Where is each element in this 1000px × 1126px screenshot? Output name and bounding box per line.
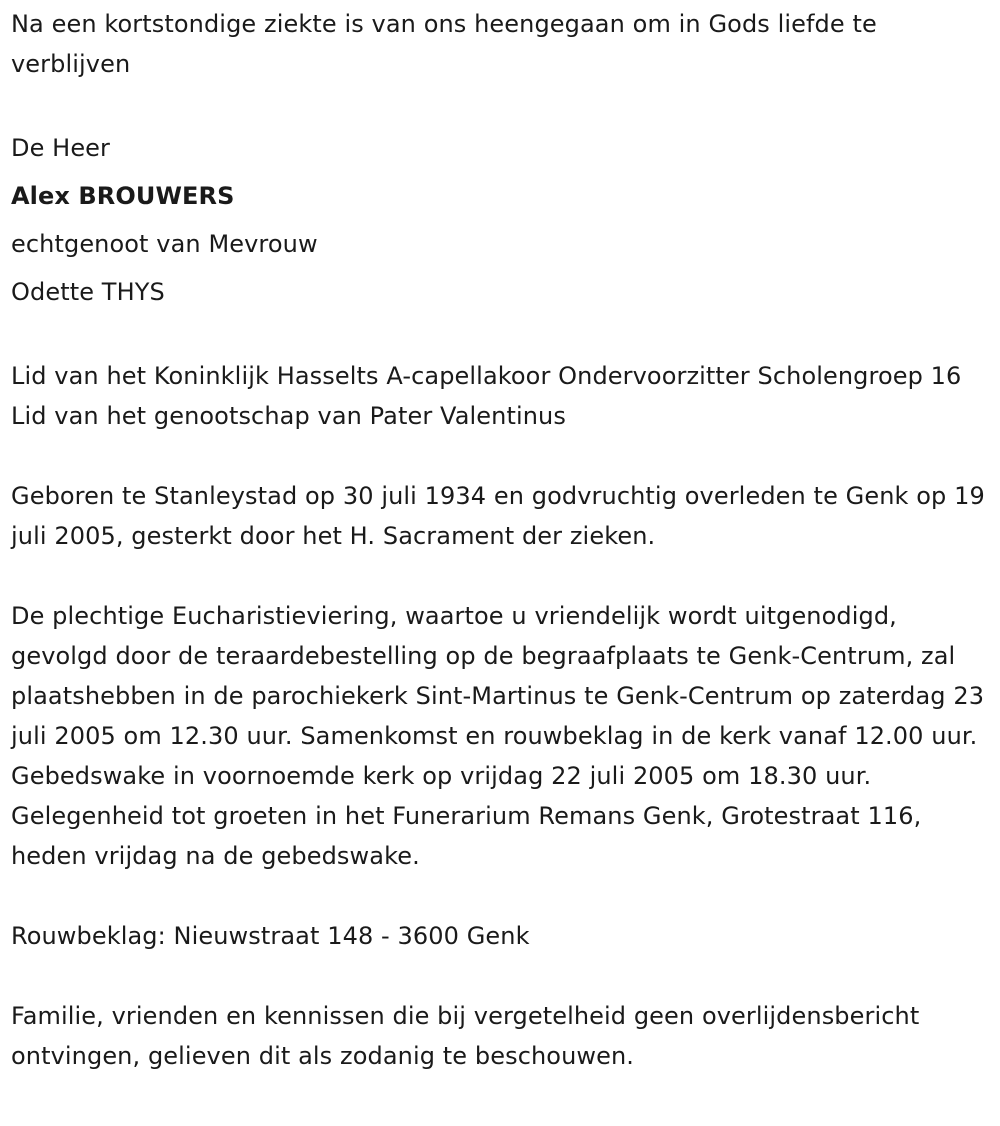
memberships-text: Lid van het Koninklijk Hasselts A-capellakoor Ondervoorzitter Scholengroep 16 Lid van het genootschap van Pater Valentinus — [11, 362, 962, 430]
paragraph-spacer — [11, 556, 996, 596]
deceased-name: Alex BROUWERS — [11, 182, 235, 210]
paragraph-spacer — [11, 436, 996, 476]
spouse-name: Odette THYS — [11, 278, 165, 306]
relation-text: echtgenoot van Mevrouw — [11, 230, 318, 258]
paragraph-spacer — [11, 316, 996, 356]
paragraph-spacer — [11, 956, 996, 996]
intro-text: Na een kortstondige ziekte is van ons heengegaan om in Gods liefde te verblijven — [11, 10, 877, 78]
ceremony-text: De plechtige Eucharistieviering, waartoe u vriendelijk wordt uitgenodigd, gevolgd door de teraardebestelling op de begraafplaats te Genk-Centrum, zal plaatshebben in de parochiekerk Sint-Martinus te Genk-Centrum op zaterdag 23 juli 2005 om 12.30 uur. Samenkomst en rouwbeklag in de kerk vanaf 12.00 uur. Gebedswake in voornoemde kerk op vrijdag 22 juli 2005 om 18.30 uur. Gelegenheid tot groeten in het Funerarium Remans Genk, Grotestraat 116, heden vrijdag na de gebedswake. — [11, 602, 985, 870]
paragraph-spacer — [11, 876, 996, 916]
obituary-notice — [11, 4, 996, 1076]
closing-text: Familie, vrienden en kennissen die bij vergetelheid geen overlijdensbericht ontvingen, gelieven dit als zodanig te beschouwen. — [11, 1002, 920, 1070]
paragraph-spacer — [11, 84, 996, 124]
honorific: De Heer — [11, 134, 111, 162]
birth-death-text: Geboren te Stanleystad op 30 juli 1934 en godvruchtig overleden te Genk op 19 juli 2005, gesterkt door het H. Sacrament der zieken. — [11, 482, 985, 550]
deceased-heading — [11, 124, 996, 316]
condolence-address: Rouwbeklag: Nieuwstraat 148 - 3600 Genk — [11, 922, 530, 950]
